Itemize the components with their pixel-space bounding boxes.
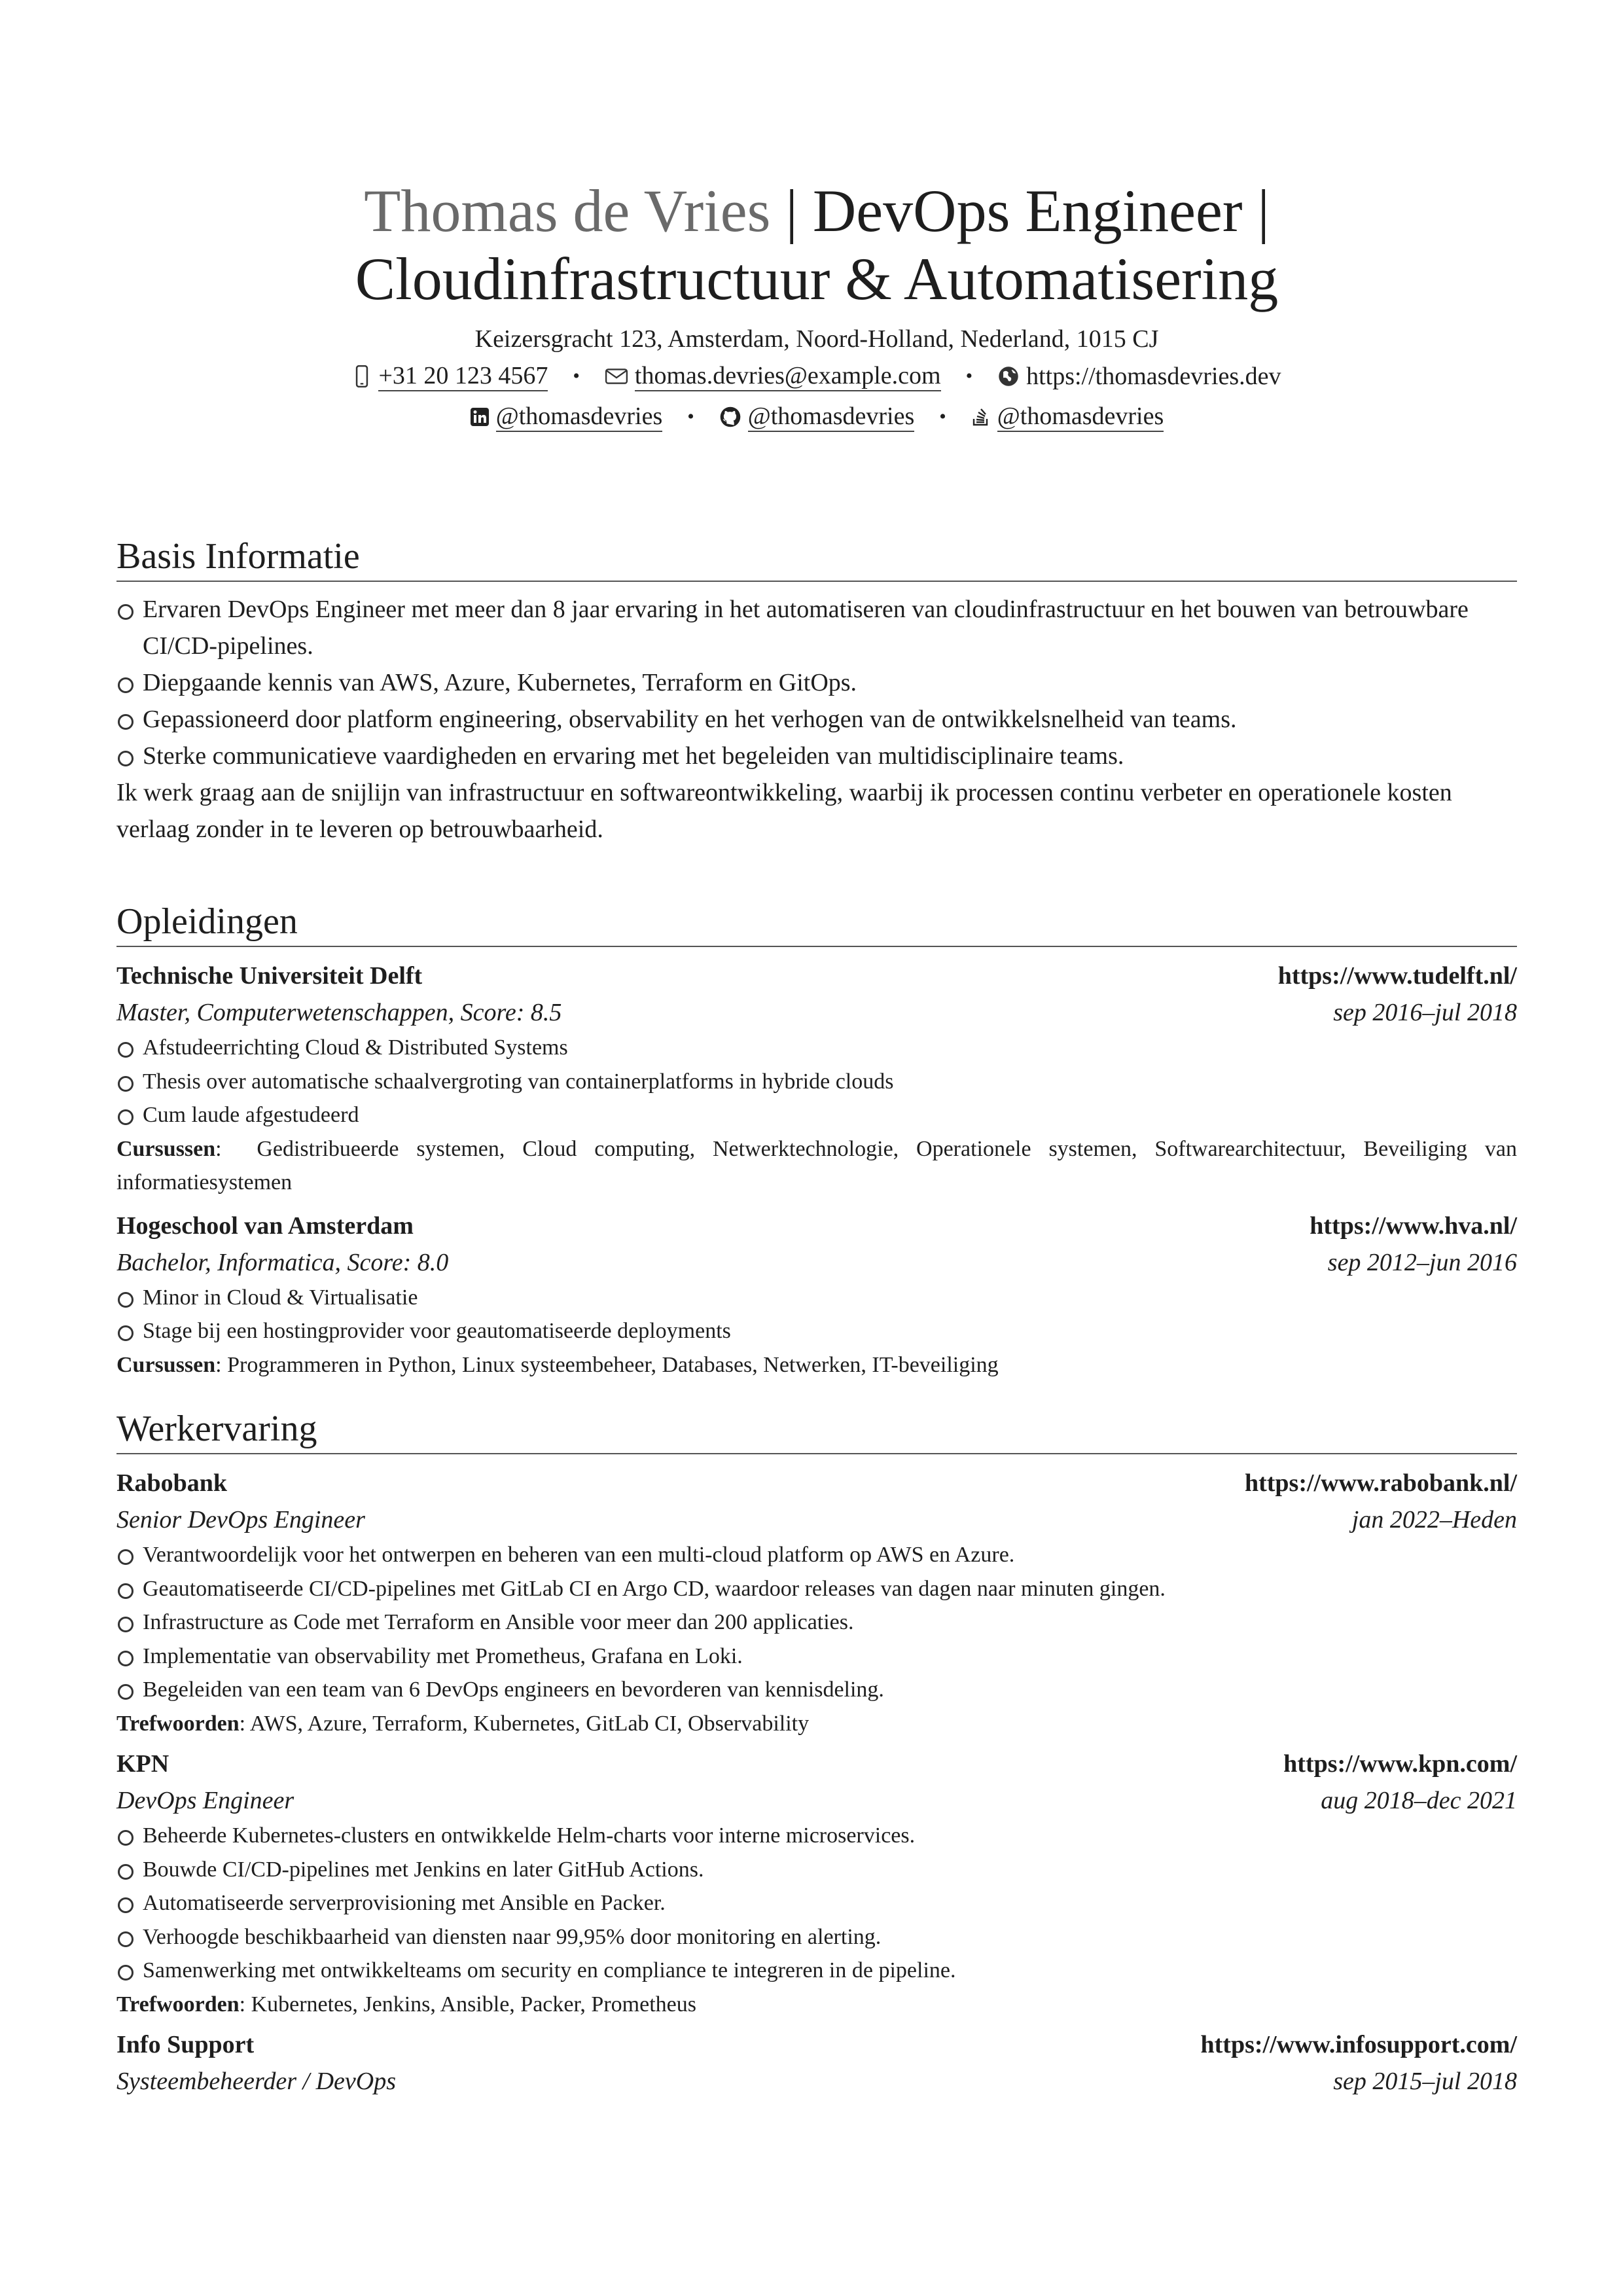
company-url[interactable]: https://www.kpn.com/ — [1283, 1750, 1517, 1778]
github-contact[interactable] — [719, 402, 915, 432]
section-basis-informatie — [116, 533, 1517, 848]
section-opleidingen — [116, 899, 1517, 1382]
list-item: Samenwerking met ontwikkelteams om security en compliance te integreren in de pipeline. — [116, 1954, 1517, 1988]
date-range: sep 2012–jun 2016 — [1327, 1248, 1517, 1276]
institution-name: Hogeschool van Amsterdam — [116, 1211, 414, 1240]
section-werkervaring — [116, 1406, 1517, 2100]
courses-label: Cursussen — [116, 1136, 216, 1161]
list-item: Geautomatiseerde CI/CD-pipelines met GitLab CI en Argo CD, waardoor releases van dagen naar minuten gingen. — [116, 1572, 1517, 1606]
company-url[interactable]: https://www.infosupport.com/ — [1200, 2031, 1517, 2058]
list-item: Ervaren DevOps Engineer met meer dan 8 jaar ervaring in het automatiseren van cloudinfrastructuur en het bouwen van betrouwbare CI/CD-pipelines. — [116, 591, 1517, 664]
list-item: Begeleiden van een team van 6 DevOps engineers en bevorderen van kennisdeling. — [116, 1673, 1517, 1707]
phone-contact[interactable] — [352, 361, 548, 391]
keywords-label: Trefwoorden — [116, 1992, 240, 2017]
institution-name: Technische Universiteit Delft — [116, 962, 423, 990]
list-item: Automatiseerde serverprovisioning met Ansible en Packer. — [116, 1886, 1517, 1920]
company-name: KPN — [116, 1750, 169, 1778]
contact-row-1 — [116, 356, 1517, 397]
education-bullet-list — [116, 1031, 1517, 1132]
basis-bullet-list — [116, 591, 1517, 774]
list-item: Verhoogde beschikbaarheid van diensten naar 99,95% door monitoring en alerting. — [116, 1920, 1517, 1954]
separator: • — [939, 406, 946, 427]
job-role: DevOps Engineer — [116, 1787, 294, 1814]
list-item: Minor in Cloud & Virtualisatie — [116, 1281, 1517, 1315]
contact-row-2 — [116, 397, 1517, 437]
degree: Bachelor, Informatica, Score: 8.0 — [116, 1248, 449, 1276]
work-bullet-list — [116, 1819, 1517, 1988]
work-entry — [116, 2026, 1517, 2100]
separator: • — [687, 406, 694, 427]
job-role: Systeembeheerder / DevOps — [116, 2068, 396, 2095]
date-range: aug 2018–dec 2021 — [1321, 1787, 1517, 1814]
section-title: Opleidingen — [116, 899, 1517, 947]
linkedin-contact[interactable] — [470, 402, 663, 432]
email-link[interactable]: thomas.devries@example.com — [635, 361, 941, 391]
keywords-label: Trefwoorden — [116, 1711, 240, 1736]
education-bullet-list — [116, 1281, 1517, 1348]
title-role: | DevOps Engineer | — [770, 177, 1270, 244]
globe-icon — [997, 365, 1020, 387]
stackoverflow-contact[interactable] — [971, 402, 1164, 432]
keywords: Trefwoorden: Kubernetes, Jenkins, Ansible, Packer, Prometheus — [116, 1992, 696, 2017]
company-name: Rabobank — [116, 1469, 227, 1497]
resume-header — [116, 177, 1517, 437]
person-name: Thomas de Vries — [364, 177, 771, 244]
github-icon — [719, 406, 741, 428]
website-contact[interactable] — [997, 356, 1281, 397]
github-link[interactable]: @thomasdevries — [748, 402, 915, 432]
list-item: Infrastructure as Code met Terraform en Ansible voor meer dan 200 applicaties. — [116, 1605, 1517, 1640]
keywords-list: Kubernetes, Jenkins, Ansible, Packer, Prometheus — [251, 1992, 696, 2017]
summary-paragraph: Ik werk graag aan de snijlijn van infrastructuur en softwareontwikkeling, waarbij ik processen continu verbeter en operationele kosten verlaag zonder in te leveren op betrouwbaarheid. — [116, 779, 1452, 843]
keywords-list: AWS, Azure, Terraform, Kubernetes, GitLab CI, Observability — [249, 1711, 810, 1736]
phone-icon — [352, 365, 372, 387]
courses-list: Programmeren in Python, Linux systeembeheer, Databases, Netwerken, IT-beveiliging — [227, 1352, 999, 1377]
degree: Master, Computerwetenschappen, Score: 8.5 — [116, 999, 562, 1026]
courses: Cursussen: Programmeren in Python, Linux systeembeheer, Databases, Netwerken, IT-beveiliging — [116, 1352, 999, 1377]
list-item: Sterke communicatieve vaardigheden en ervaring met het begeleiden van multidisciplinaire teams. — [116, 738, 1517, 774]
linkedin-link[interactable]: @thomasdevries — [496, 402, 663, 432]
company-name: Info Support — [116, 2031, 255, 2058]
email-contact[interactable] — [605, 361, 941, 391]
section-title: Basis Informatie — [116, 533, 1517, 582]
list-item: Stage bij een hostingprovider voor geautomatiseerde deployments — [116, 1314, 1517, 1348]
website-link[interactable]: https://thomasdevries.dev — [1026, 363, 1281, 390]
keywords: Trefwoorden: AWS, Azure, Terraform, Kubernetes, GitLab CI, Observability — [116, 1711, 810, 1736]
courses: Cursussen: Gedistribueerde systemen, Cloud computing, Netwerktechnologie, Operationele systemen, Softwarearchitectuur, Beveiliging van informatiesystemen — [116, 1136, 1518, 1194]
date-range: sep 2016–jul 2018 — [1333, 999, 1517, 1026]
list-item: Gepassioneerd door platform engineering, observability en het verhogen van de ontwikkelsnelheid van teams. — [116, 701, 1517, 738]
education-entry — [116, 1208, 1517, 1382]
institution-url[interactable]: https://www.hva.nl/ — [1310, 1211, 1517, 1240]
list-item: Beheerde Kubernetes-clusters en ontwikkelde Helm-charts voor interne microservices. — [116, 1819, 1517, 1853]
section-title: Werkervaring — [116, 1406, 1517, 1454]
education-entry — [116, 958, 1517, 1200]
date-range: sep 2015–jul 2018 — [1333, 2068, 1517, 2095]
list-item: Thesis over automatische schaalvergroting van containerplatforms in hybride clouds — [116, 1065, 1517, 1099]
institution-url[interactable]: https://www.tudelft.nl/ — [1277, 962, 1517, 990]
separator: • — [573, 365, 580, 387]
date-range: jan 2022–Heden — [1351, 1506, 1517, 1534]
work-entry — [116, 1746, 1517, 2021]
list-item: Afstudeerrichting Cloud & Distributed Systems — [116, 1031, 1517, 1065]
list-item: Cum laude afgestudeerd — [116, 1098, 1517, 1132]
list-item: Implementatie van observability met Prometheus, Grafana en Loki. — [116, 1640, 1517, 1674]
separator: • — [965, 365, 973, 387]
stackoverflow-icon — [971, 406, 991, 428]
list-item: Diepgaande kennis van AWS, Azure, Kubernetes, Terraform en GitOps. — [116, 664, 1517, 701]
work-entry — [116, 1465, 1517, 1740]
address: Keizersgracht 123, Amsterdam, Noord-Holland, Nederland, 1015 CJ — [474, 325, 1159, 353]
resume-title — [116, 177, 1517, 313]
envelope-icon — [605, 365, 628, 387]
job-role: Senior DevOps Engineer — [116, 1506, 365, 1534]
title-specialty: Cloudinfrastructuur & Automatisering — [355, 245, 1279, 312]
linkedin-icon — [470, 406, 490, 428]
work-bullet-list — [116, 1538, 1517, 1707]
stackoverflow-link[interactable]: @thomasdevries — [997, 402, 1164, 432]
company-url[interactable]: https://www.rabobank.nl/ — [1244, 1469, 1517, 1497]
phone-link[interactable]: +31 20 123 4567 — [378, 361, 548, 391]
list-item: Verantwoordelijk voor het ontwerpen en beheren van een multi-cloud platform op AWS en Azure. — [116, 1538, 1517, 1572]
courses-list: Gedistribueerde systemen, Cloud computing, Netwerktechnologie, Operationele systemen, Softwarearchitectuur, Beveiliging van informatiesystemen — [116, 1136, 1518, 1194]
courses-label: Cursussen — [116, 1352, 216, 1377]
list-item: Bouwde CI/CD-pipelines met Jenkins en later GitHub Actions. — [116, 1853, 1517, 1887]
